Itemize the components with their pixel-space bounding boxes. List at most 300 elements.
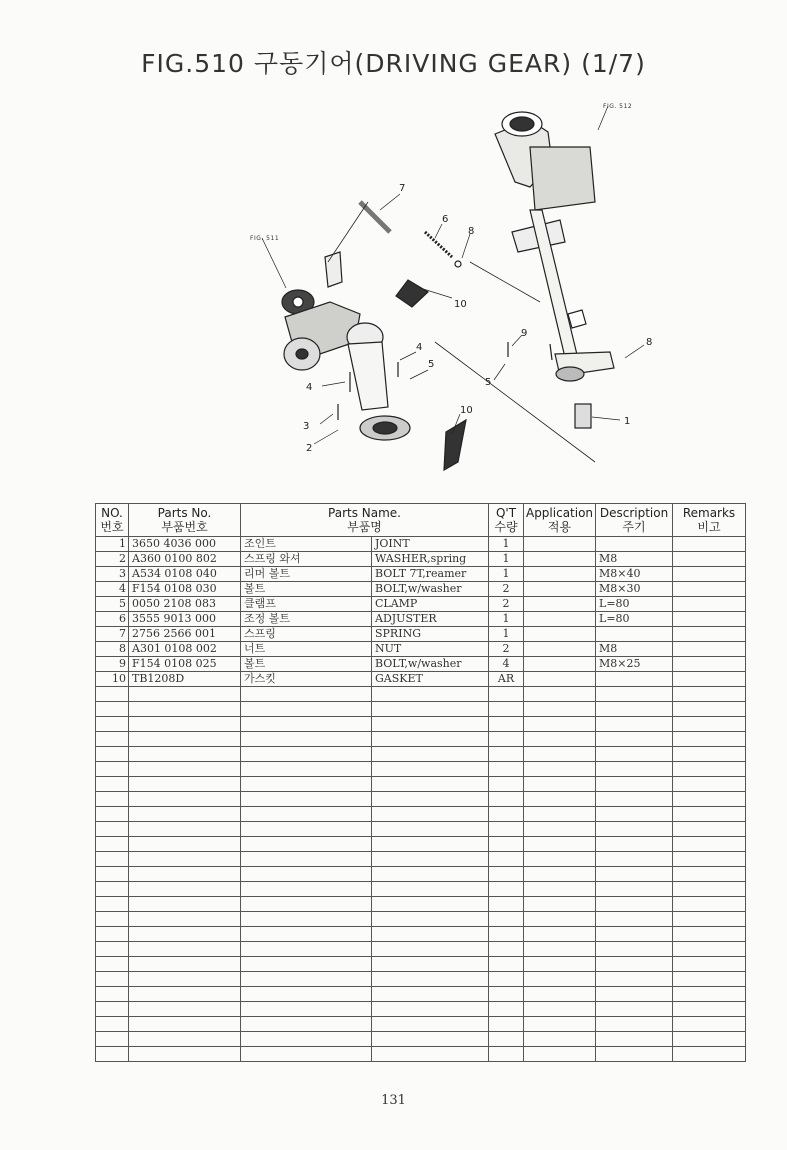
cell-qty (489, 822, 524, 837)
callout-1: 1 (624, 416, 631, 427)
cell-no: 10 (96, 672, 129, 687)
cell-qty (489, 747, 524, 762)
cell-qty: 2 (489, 642, 524, 657)
cell-remarks (673, 597, 746, 612)
table-header-row (96, 504, 746, 537)
cell-name-en (372, 1002, 489, 1017)
cell-remarks (673, 1047, 746, 1062)
cell-name-kr (241, 822, 372, 837)
cell-application (524, 642, 596, 657)
cell-name-en (372, 717, 489, 732)
cell-qty (489, 792, 524, 807)
cell-part-no (129, 807, 241, 822)
cell-name-en (372, 687, 489, 702)
cell-qty: AR (489, 672, 524, 687)
cell-name-en (372, 822, 489, 837)
cell-name-kr (241, 747, 372, 762)
cell-remarks (673, 627, 746, 642)
cell-application (524, 897, 596, 912)
callout-6: 6 (442, 214, 449, 225)
cell-qty (489, 687, 524, 702)
cell-qty (489, 867, 524, 882)
cell-name-kr (241, 762, 372, 777)
cell-name-en (372, 1047, 489, 1062)
cell-part-no (129, 987, 241, 1002)
cell-name-en (372, 762, 489, 777)
cell-application (524, 567, 596, 582)
table-row (96, 717, 746, 732)
cell-remarks (673, 642, 746, 657)
cell-qty: 1 (489, 567, 524, 582)
table-row (96, 807, 746, 822)
cell-part-no (129, 942, 241, 957)
callout-10-bottom: 10 (460, 405, 473, 416)
cell-name-en: ADJUSTER (372, 612, 489, 627)
cell-application (524, 657, 596, 672)
cell-description (596, 927, 673, 942)
cell-part-no (129, 762, 241, 777)
table-row (96, 1032, 746, 1047)
cell-name-kr (241, 687, 372, 702)
cell-name-kr (241, 807, 372, 822)
cell-name-en (372, 957, 489, 972)
cell-part-no (129, 1047, 241, 1062)
callout-7: 7 (399, 183, 406, 194)
cell-remarks (673, 702, 746, 717)
cell-no (96, 942, 129, 957)
table-body (96, 537, 746, 1062)
cell-qty (489, 762, 524, 777)
cell-application (524, 927, 596, 942)
table-row (96, 702, 746, 717)
cell-remarks (673, 897, 746, 912)
cell-no (96, 822, 129, 837)
page-number: 131 (381, 1093, 406, 1108)
cell-name-kr (241, 1017, 372, 1032)
cell-remarks (673, 747, 746, 762)
cell-remarks (673, 552, 746, 567)
table-row (96, 1017, 746, 1032)
cell-part-no (129, 972, 241, 987)
cell-name-kr (241, 1032, 372, 1047)
cell-part-no: 3555 9013 000 (129, 612, 241, 627)
table-row (96, 792, 746, 807)
cell-no (96, 717, 129, 732)
cell-no: 2 (96, 552, 129, 567)
cell-name-kr (241, 1002, 372, 1017)
cell-no: 5 (96, 597, 129, 612)
cell-remarks (673, 792, 746, 807)
cell-description: M8×30 (596, 582, 673, 597)
cell-part-no (129, 702, 241, 717)
cell-name-kr (241, 867, 372, 882)
cell-name-en: SPRING (372, 627, 489, 642)
table-row (96, 942, 746, 957)
cell-remarks (673, 882, 746, 897)
cell-application (524, 1002, 596, 1017)
cell-name-kr (241, 987, 372, 1002)
cell-qty: 1 (489, 627, 524, 642)
cell-name-kr: 리머 볼트 (241, 567, 372, 582)
cell-application (524, 957, 596, 972)
table-row (96, 582, 746, 597)
table-row (96, 762, 746, 777)
cell-part-no (129, 747, 241, 762)
callout-4-left: 4 (306, 382, 313, 393)
table-row (96, 1047, 746, 1062)
callout-4-right: 4 (416, 342, 423, 353)
cell-name-en (372, 777, 489, 792)
cell-name-kr: 너트 (241, 642, 372, 657)
cell-part-no (129, 912, 241, 927)
cell-application (524, 807, 596, 822)
cell-qty (489, 972, 524, 987)
cell-part-no (129, 1002, 241, 1017)
cell-name-en (372, 807, 489, 822)
cell-no: 9 (96, 657, 129, 672)
cell-qty (489, 732, 524, 747)
cell-name-kr (241, 942, 372, 957)
cell-description (596, 852, 673, 867)
cell-description (596, 942, 673, 957)
cell-remarks (673, 657, 746, 672)
cell-name-kr (241, 927, 372, 942)
cell-no (96, 837, 129, 852)
callout-5-left: 5 (428, 359, 435, 370)
cell-no (96, 807, 129, 822)
cell-name-en (372, 837, 489, 852)
cell-name-en (372, 987, 489, 1002)
cell-part-no: 0050 2108 083 (129, 597, 241, 612)
cell-qty: 2 (489, 597, 524, 612)
cell-remarks (673, 822, 746, 837)
cell-remarks (673, 837, 746, 852)
cell-no (96, 1032, 129, 1047)
cell-application (524, 627, 596, 642)
cell-qty (489, 702, 524, 717)
cell-application (524, 882, 596, 897)
cell-no: 6 (96, 612, 129, 627)
cell-name-kr (241, 912, 372, 927)
cell-name-kr: 볼트 (241, 582, 372, 597)
cell-name-kr (241, 732, 372, 747)
cell-qty (489, 837, 524, 852)
cell-name-kr: 스프링 와셔 (241, 552, 372, 567)
cell-description: M8×40 (596, 567, 673, 582)
cell-description (596, 912, 673, 927)
table-row (96, 537, 746, 552)
cell-application (524, 1017, 596, 1032)
cell-application (524, 822, 596, 837)
cell-remarks (673, 612, 746, 627)
cell-name-kr: 볼트 (241, 657, 372, 672)
cell-no (96, 867, 129, 882)
cell-remarks (673, 927, 746, 942)
cell-remarks (673, 942, 746, 957)
parts-diagram (230, 92, 680, 487)
cell-no (96, 762, 129, 777)
cell-application (524, 672, 596, 687)
cell-qty (489, 777, 524, 792)
cell-description (596, 537, 673, 552)
cell-name-en (372, 912, 489, 927)
table-row (96, 972, 746, 987)
cell-description (596, 987, 673, 1002)
cell-qty (489, 717, 524, 732)
cell-name-kr (241, 882, 372, 897)
cell-application (524, 582, 596, 597)
header-qty: Q'T 수량 (489, 504, 524, 537)
cell-application (524, 747, 596, 762)
cell-name-kr (241, 897, 372, 912)
cell-description (596, 1032, 673, 1047)
cell-name-en: NUT (372, 642, 489, 657)
table-row (96, 567, 746, 582)
table-row (96, 612, 746, 627)
cell-no (96, 972, 129, 987)
cell-name-en (372, 1017, 489, 1032)
cell-no (96, 897, 129, 912)
table-row (96, 657, 746, 672)
header-no: NO. 번호 (96, 504, 129, 537)
table-row (96, 1002, 746, 1017)
cell-name-kr (241, 852, 372, 867)
cell-no (96, 687, 129, 702)
cell-remarks (673, 582, 746, 597)
callout-5-right: 5 (485, 377, 492, 388)
cell-part-no (129, 1032, 241, 1047)
cell-name-kr (241, 1047, 372, 1062)
cell-no (96, 732, 129, 747)
table-row (96, 687, 746, 702)
cell-part-no (129, 882, 241, 897)
cell-qty (489, 927, 524, 942)
cell-part-no: A360 0100 802 (129, 552, 241, 567)
cell-description (596, 762, 673, 777)
callout-9: 9 (521, 328, 528, 339)
cell-no (96, 1017, 129, 1032)
cell-application (524, 552, 596, 567)
cell-description (596, 897, 673, 912)
cell-qty (489, 1032, 524, 1047)
cell-part-no (129, 777, 241, 792)
cell-application (524, 1032, 596, 1047)
cell-description (596, 957, 673, 972)
cell-description (596, 717, 673, 732)
cell-remarks (673, 672, 746, 687)
cell-name-kr (241, 717, 372, 732)
cell-remarks (673, 687, 746, 702)
cell-application (524, 702, 596, 717)
cell-part-no (129, 792, 241, 807)
cell-qty: 2 (489, 582, 524, 597)
cell-application (524, 732, 596, 747)
header-parts-name: Parts Name. 부품명 (241, 504, 489, 537)
cell-qty (489, 882, 524, 897)
cell-no (96, 957, 129, 972)
cell-application (524, 942, 596, 957)
cell-part-no: A534 0108 040 (129, 567, 241, 582)
cell-name-en (372, 942, 489, 957)
cell-qty: 1 (489, 552, 524, 567)
cell-name-en (372, 702, 489, 717)
cell-name-en (372, 732, 489, 747)
cell-no (96, 882, 129, 897)
cell-remarks (673, 777, 746, 792)
cell-name-en: GASKET (372, 672, 489, 687)
cell-description: M8 (596, 642, 673, 657)
header-description: Description 주기 (596, 504, 673, 537)
cell-application (524, 597, 596, 612)
cell-no (96, 777, 129, 792)
cell-qty (489, 957, 524, 972)
cell-qty (489, 912, 524, 927)
cell-name-kr (241, 972, 372, 987)
cell-name-kr (241, 957, 372, 972)
cell-name-kr (241, 702, 372, 717)
cell-remarks (673, 1017, 746, 1032)
cell-qty: 1 (489, 612, 524, 627)
callout-10-top: 10 (454, 299, 467, 310)
cell-description: L=80 (596, 597, 673, 612)
cell-application (524, 612, 596, 627)
cell-description (596, 747, 673, 762)
cell-application (524, 687, 596, 702)
cell-no: 3 (96, 567, 129, 582)
cell-application (524, 867, 596, 882)
cell-application (524, 912, 596, 927)
cell-name-en (372, 882, 489, 897)
table-row (96, 882, 746, 897)
header-parts-no: Parts No. 부품번호 (129, 504, 241, 537)
cell-remarks (673, 972, 746, 987)
cell-name-kr: 조인트 (241, 537, 372, 552)
cell-description: M8×25 (596, 657, 673, 672)
callout-8-top: 8 (468, 226, 475, 237)
cell-part-no: F154 0108 025 (129, 657, 241, 672)
cell-remarks (673, 1032, 746, 1047)
cell-name-en (372, 852, 489, 867)
cell-part-no (129, 822, 241, 837)
cell-description (596, 792, 673, 807)
cell-qty (489, 1047, 524, 1062)
cell-qty (489, 942, 524, 957)
cell-name-en (372, 927, 489, 942)
cell-description (596, 1047, 673, 1062)
table-row (96, 912, 746, 927)
table-row (96, 732, 746, 747)
cell-qty (489, 1017, 524, 1032)
cell-no: 8 (96, 642, 129, 657)
cell-description (596, 627, 673, 642)
parts-table (95, 503, 746, 1062)
table-row (96, 597, 746, 612)
fig-512-ref: FIG. 512 (603, 103, 633, 110)
cell-description (596, 822, 673, 837)
cell-remarks (673, 807, 746, 822)
cell-name-kr: 가스킷 (241, 672, 372, 687)
cell-application (524, 777, 596, 792)
cell-no: 1 (96, 537, 129, 552)
cell-part-no (129, 897, 241, 912)
cell-no (96, 912, 129, 927)
cell-part-no: 2756 2566 001 (129, 627, 241, 642)
cell-name-kr: 클램프 (241, 597, 372, 612)
cell-description (596, 882, 673, 897)
cell-part-no (129, 837, 241, 852)
cell-remarks (673, 912, 746, 927)
cell-name-en (372, 1032, 489, 1047)
cell-part-no: TB1208D (129, 672, 241, 687)
table-row (96, 897, 746, 912)
cell-part-no: F154 0108 030 (129, 582, 241, 597)
cell-description (596, 702, 673, 717)
cell-qty (489, 852, 524, 867)
table-row (96, 552, 746, 567)
cell-name-en: BOLT,w/washer (372, 657, 489, 672)
cell-no (96, 702, 129, 717)
cell-qty (489, 897, 524, 912)
cell-name-kr: 조정 볼트 (241, 612, 372, 627)
cell-no (96, 852, 129, 867)
cell-no (96, 987, 129, 1002)
cell-name-en: JOINT (372, 537, 489, 552)
cell-remarks (673, 987, 746, 1002)
cell-no: 7 (96, 627, 129, 642)
cell-description: M8 (596, 552, 673, 567)
cell-description (596, 732, 673, 747)
cell-part-no (129, 867, 241, 882)
cell-remarks (673, 732, 746, 747)
header-application: Application 적용 (524, 504, 596, 537)
cell-name-en: BOLT 7T,reamer (372, 567, 489, 582)
cell-description (596, 687, 673, 702)
cell-remarks (673, 567, 746, 582)
cell-qty (489, 1002, 524, 1017)
cell-application (524, 987, 596, 1002)
cell-name-kr (241, 837, 372, 852)
cell-name-en: BOLT,w/washer (372, 582, 489, 597)
cell-no (96, 747, 129, 762)
cell-description (596, 972, 673, 987)
cell-application (524, 717, 596, 732)
cell-name-en (372, 792, 489, 807)
cell-qty (489, 987, 524, 1002)
table-row (96, 837, 746, 852)
table-row (96, 672, 746, 687)
cell-remarks (673, 717, 746, 732)
cell-remarks (673, 957, 746, 972)
cell-part-no (129, 852, 241, 867)
cell-name-en (372, 972, 489, 987)
cell-application (524, 852, 596, 867)
table-row (96, 747, 746, 762)
cell-application (524, 837, 596, 852)
cell-description (596, 777, 673, 792)
cell-description (596, 867, 673, 882)
cell-description (596, 837, 673, 852)
callout-2: 2 (306, 443, 313, 454)
cell-application (524, 762, 596, 777)
cell-no: 4 (96, 582, 129, 597)
cell-application (524, 792, 596, 807)
cell-name-en (372, 747, 489, 762)
cell-no (96, 1002, 129, 1017)
cell-description (596, 1017, 673, 1032)
cell-qty: 1 (489, 537, 524, 552)
cell-part-no (129, 927, 241, 942)
cell-part-no: A301 0108 002 (129, 642, 241, 657)
